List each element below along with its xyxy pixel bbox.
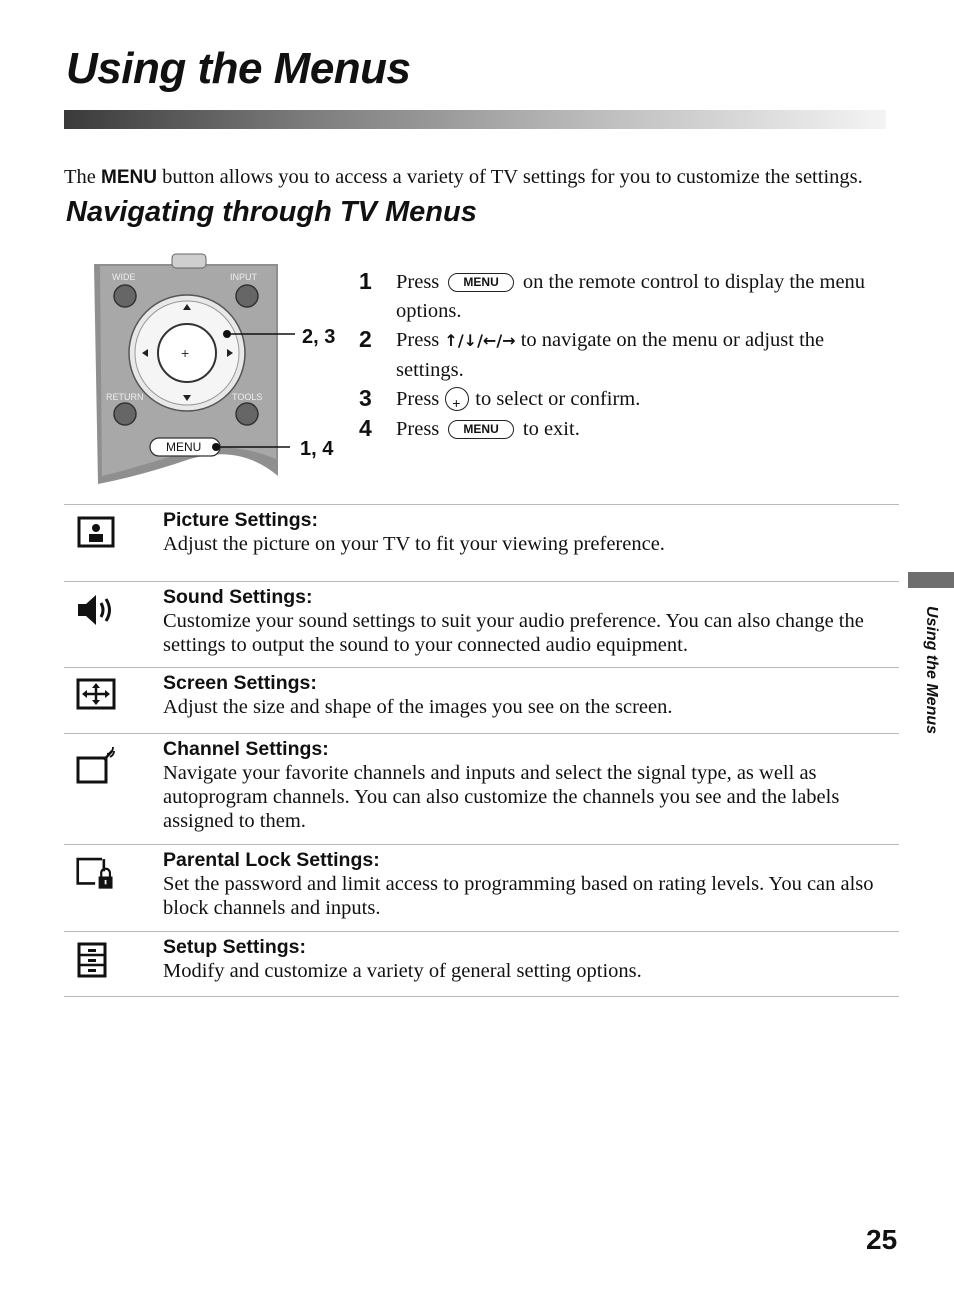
setting-title: Picture Settings: (163, 509, 318, 531)
step-1: 1 Press MENU on the remote control to display the menu options. (359, 268, 866, 322)
callout-2-3: 2, 3 (302, 326, 336, 348)
remote-control-illustration (80, 244, 370, 484)
side-section-label: Using the Menus (923, 606, 940, 735)
step-3: 3 Press+ to select or confirm. (356, 385, 896, 414)
channel-icon (76, 746, 116, 786)
step-2: 2 Press ↑/↓/←/→ to navigate on the menu or adjust the settings. (359, 326, 825, 381)
parental-lock-icon (76, 853, 116, 893)
screen-icon (76, 676, 116, 716)
title-gradient-bar (64, 110, 886, 129)
setting-description: Adjust the picture on your TV to fit your viewing preference. (163, 533, 665, 555)
return-label: RETURN (106, 392, 144, 402)
input-button[interactable] (236, 285, 258, 307)
section-title: Navigating through TV Menus (66, 196, 477, 228)
svg-text:+: + (181, 345, 190, 361)
setting-title: Parental Lock Settings: (163, 849, 380, 871)
return-button[interactable] (114, 403, 136, 425)
settings-row-picture (64, 505, 899, 582)
page-title: Using the Menus (66, 44, 411, 93)
settings-row-screen (64, 668, 899, 734)
side-tab-marker (908, 572, 954, 588)
setup-icon (76, 941, 116, 981)
picture-icon (76, 514, 116, 554)
menu-button-icon: MENU (448, 420, 513, 439)
tools-label: TOOLS (232, 392, 263, 402)
step-list (356, 268, 896, 444)
setting-description: Adjust the size and shape of the images you see on the screen. (163, 696, 673, 718)
setting-title: Setup Settings: (163, 936, 307, 958)
setting-description: Navigate your favorite channels and inputs and select the signal type, as well as autoprogram channels. You can also customize the channels you see and the labels assigned to them. (163, 762, 840, 832)
settings-table (64, 504, 899, 997)
arrow-keys-icon: ↑/↓/←/→ (444, 331, 516, 350)
page-number: 25 (866, 1224, 898, 1255)
settings-row-sound (64, 582, 899, 668)
setting-description: Set the password and limit access to programming based on rating levels. You can also block channels and inputs. (163, 873, 874, 919)
step-4: 4 Press MENU to exit. (359, 414, 580, 441)
wide-label: WIDE (112, 272, 136, 282)
sound-icon (76, 590, 116, 630)
enter-button-icon (445, 387, 469, 411)
setting-title: Channel Settings: (163, 738, 329, 760)
setting-title: Screen Settings: (163, 672, 317, 694)
settings-row-parental-lock (64, 845, 899, 932)
intro-paragraph: The MENU button allows you to access a variety of TV settings for you to customize the settings. (64, 166, 863, 188)
setting-description: Customize your sound settings to suit your audio preference. You can also change the settings to output the sound to your connected audio equipment. (163, 610, 864, 656)
menu-word: MENU (101, 167, 157, 188)
wide-button[interactable] (114, 285, 136, 307)
tools-button[interactable] (236, 403, 258, 425)
setting-title: Sound Settings: (163, 586, 313, 608)
menu-button-label: MENU (166, 440, 202, 454)
settings-row-channel (64, 734, 899, 845)
menu-button-icon: MENU (448, 273, 513, 292)
callout-1-4: 1, 4 (300, 438, 334, 460)
settings-row-setup (64, 932, 899, 997)
input-label: INPUT (230, 272, 257, 282)
setting-description: Modify and customize a variety of general setting options. (163, 960, 642, 982)
